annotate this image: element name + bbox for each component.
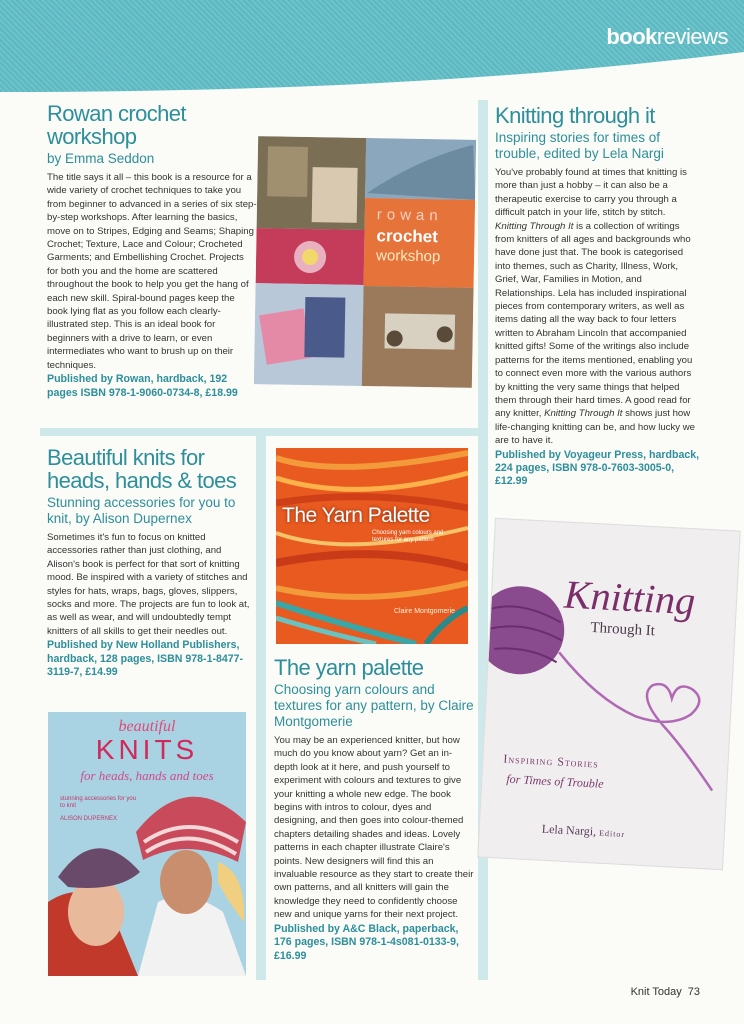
cover-rowan-line1: rowan: [376, 206, 443, 225]
review-knitting-through-text: [495, 104, 700, 489]
cover-knits-line1: beautiful: [118, 718, 176, 735]
cover-beautiful-knits: [48, 712, 246, 976]
review-subtitle: Stunning accessories for you to knit, by Alison Dupernex: [47, 495, 236, 526]
cover-knits-line3: for heads, hands and toes: [80, 768, 214, 783]
cover-knitting-title: Knitting: [562, 571, 697, 624]
cover-yarn-palette: [276, 448, 468, 644]
review-subtitle: Choosing yarn colours and textures for any pattern, by Claire Montgomerie: [274, 682, 474, 729]
review-yarn-palette-text: [274, 656, 474, 963]
review-publication: Published by Voyageur Press, hardback, 224 pages, ISBN 978-0-7603-3005-0, £12.99: [495, 448, 700, 488]
review-body: You've probably found at times that knitting is more than just a hobby – it can also be a therapeutic exercise to carry you through a difficult patch in your life, stitch by stitch. Knitting Through It is a collection of writings from knitters of all ages and backgrounds who have done just that. The book is categorised into themes, such as Charity, Illness, Work, Grief, War, Families in Motion, and Relationships. Lela has included inspirational pieces from contemporary writers, as well as items dating all the way back to four letters written to Abraham Lincoln that accompanied knitted gifts! Some of the writings also include patterns for the items mentioned, enabling you to connect even more with the various authors by knitting the very same things that helped them through their hard times. A good read for any knitter, Knitting Through It shows just how life-changing knitting can be, and how lucky we are to have it.: [495, 167, 695, 447]
review-publication: Published by Rowan, hardback, 192 pages ISBN 978-1-9060-0734-8, £18.99: [47, 373, 238, 399]
cover-knits-author: ALISON DUPERNEX: [60, 816, 118, 822]
cover-rowan-crochet-workshop: [254, 136, 476, 388]
cover-knits-tag: stunning accessories for you to knit: [60, 796, 137, 809]
page-footer: [631, 986, 700, 998]
review-rowan-text: [47, 102, 257, 400]
review-publication: Published by New Holland Publishers, hardback, 128 pages, ISBN 978-1-8477-3119-7, £14.99: [47, 639, 244, 679]
review-subtitle: Inspiring stories for times of trouble, edited by Lela Nargi: [495, 130, 664, 161]
review-body: Sometimes it's fun to focus on knitted accessories rather than just clothing, and Alison's book is perfect for that sort of knitting mood. Be inspired with a variety of stitches and styles for hats, wraps, bags, gloves, slippers, socks and more. The projects are fun to look at, as well as wear, and will undoubtedly tempt knitters of all skills to get their needles out.: [47, 532, 250, 637]
cover-yarn-title: The Yarn Palette: [282, 504, 430, 527]
column-divider-lower: [256, 436, 266, 980]
review-title: Rowan crochet workshop: [47, 101, 186, 149]
cover-yarn-tag: Choosing yarn colours and textures for any pattern: [372, 530, 444, 543]
review-title: Beautiful knits for heads, hands & toes: [47, 445, 237, 493]
magazine-name: Knit Today: [630, 986, 682, 998]
review-publication: Published by A&C Black, paperback, 176 pages, ISBN 978-1-4s081-0133-9, £16.99: [274, 922, 459, 962]
review-beautiful-knits-text: [47, 446, 252, 679]
cover-knitting-tag1: Inspiring Stories: [503, 751, 600, 771]
review-title: The yarn palette: [274, 655, 424, 680]
cover-knitting-title2: Through It: [590, 619, 656, 640]
review-body: You may be an experienced knitter, but how much do you know about yarn? Get an in-depth look at it here, and push yourself to experiment with colours and textures to give your knitting a whole new edge. The book begins with intros to colour, dyes and designing, and then goes into colour-themed chapters detailing shades and ideas. Lovely patterns in each chapter illustrate Claire's points. New designers will find this an invaluable resource as they start to create their own patterns, and all knitters will gain the knowledge they need to confidently choose new and unique yarns for their next project.: [274, 735, 474, 921]
cover-knitting-art: [478, 519, 741, 870]
review-subtitle: by Emma Seddon: [47, 151, 155, 166]
review-body: The title says it all – this book is a resource for a wide variety of crochet techniques to take you from beginner to advanced in a series of six step-by-step workshops. After learning the basics, move on to Stripes, Edging and Seams; Shaping Crochet; Texture, Lace and Colour; Crocheted Garments; and Embellishing Crochet. Projects for both you and the home are scattered throughout the book to help you get the hang of each new skill. Spiral-bound pages keep the book lying flat as you follow each clearly-illustrated step. This is an ideal book for beginners with a drive to learn, or even intermediates who want to brush up on their techniques.: [47, 172, 257, 371]
cover-knitting-through-it: [477, 518, 740, 870]
cover-knitting-tag2: for Times of Trouble: [506, 771, 604, 791]
page-number: 73: [687, 986, 700, 998]
row-divider: [40, 428, 480, 436]
cover-rowan-line2: crochet: [376, 226, 439, 247]
section-title: bookreviews: [606, 24, 728, 49]
review-title: Knitting through it: [495, 103, 655, 128]
cover-knitting-author: Lela Nargi, Editor: [541, 821, 626, 840]
cover-rowan-art: [254, 136, 476, 388]
cover-knits-line2: KNITS: [95, 734, 199, 765]
cover-yarn-author: Claire Montgomerie: [394, 608, 456, 615]
cover-rowan-line3: workshop: [375, 247, 441, 266]
